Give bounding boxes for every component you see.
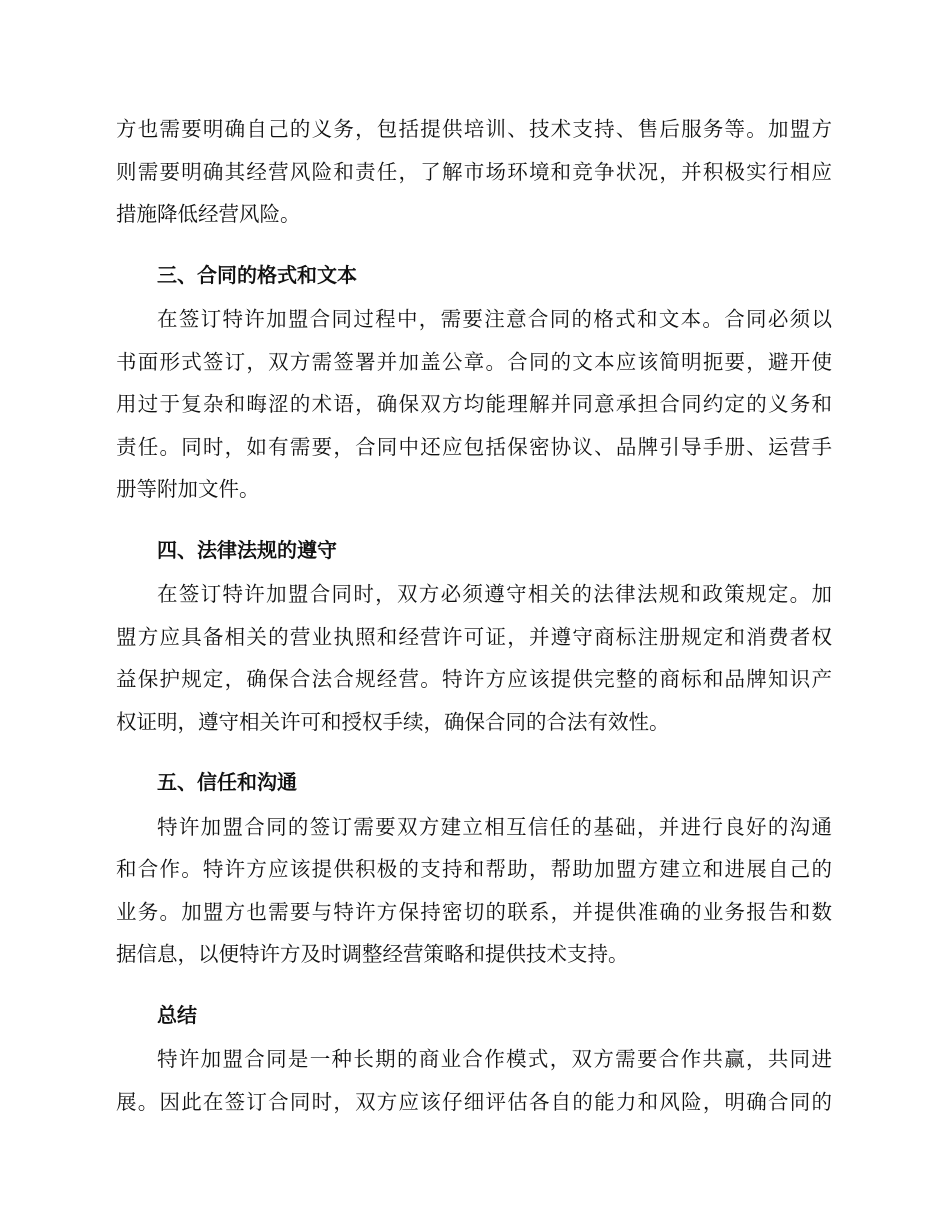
text-line: 方也需要明确自己的义务，包括提供培训、技术支持、售后服务等。加盟方 bbox=[116, 117, 832, 141]
section-paragraph-format bbox=[116, 298, 832, 511]
text-line: 册等附加文件。 bbox=[116, 477, 260, 501]
text-line: 和合作。特许方应该提供积极的支持和帮助，帮助加盟方建立和进展自己的 bbox=[116, 857, 832, 881]
text-line: 权证明，遵守相关许可和授权手续，确保合同的合法有效性。 bbox=[116, 709, 670, 734]
text-line: 在签订特许加盟合同过程中，需要注意合同的格式和文本。合同必须以 bbox=[157, 307, 832, 331]
text-line: 展。因此在签订合同时，双方应该仔细评估各自的能力和风险，明确合同的 bbox=[116, 1089, 832, 1114]
text-line: 用过于复杂和晦涩的术语，确保双方均能理解并同意承担合同约定的义务和 bbox=[116, 392, 832, 416]
text-line: 据信息，以便特许方及时调整经营策略和提供技术支持。 bbox=[116, 942, 629, 966]
text-line: 业务。加盟方也需要与特许方保持密切的联系，并提供准确的业务报告和数 bbox=[116, 899, 832, 924]
section-paragraph-trust bbox=[116, 806, 832, 976]
text-line: 在签订特许加盟合同时，双方必须遵守相关的法律法规和政策规定。加 bbox=[157, 582, 832, 606]
document-page bbox=[116, 108, 832, 1123]
text-line: 则需要明确其经营风险和责任，了解市场环境和竞争状况，并积极实行相应 bbox=[116, 159, 832, 184]
section-heading-law: 四、法律法规的遵守 bbox=[157, 537, 337, 562]
text-line: 益保护规定，确保合法合规经营。特许方应该提供完整的商标和品牌知识产 bbox=[116, 667, 832, 691]
section-paragraph-summary bbox=[116, 1038, 832, 1123]
section-paragraph-law bbox=[116, 573, 832, 743]
section-heading-summary: 总结 bbox=[157, 1002, 197, 1027]
text-line: 特许加盟合同的签订需要双方建立相互信任的基础，并进行良好的沟通 bbox=[157, 814, 832, 839]
text-line: 特许加盟合同是一种长期的商业合作模式，双方需要合作共赢，共同进 bbox=[157, 1047, 832, 1071]
section-heading-format: 三、合同的格式和文本 bbox=[157, 262, 357, 287]
text-line: 盟方应具备相关的营业执照和经营许可证，并遵守商标注册规定和消费者权 bbox=[116, 624, 832, 649]
text-line: 措施降低经营风险。 bbox=[116, 202, 301, 226]
intro-paragraph bbox=[116, 108, 832, 236]
text-line: 责任。同时，如有需要，合同中还应包括保密协议、品牌引导手册、运营手 bbox=[116, 434, 832, 459]
section-heading-trust: 五、信任和沟通 bbox=[157, 770, 297, 794]
text-line: 书面形式签订，双方需签署并加盖公章。合同的文本应该简明扼要，避开使 bbox=[116, 349, 832, 374]
